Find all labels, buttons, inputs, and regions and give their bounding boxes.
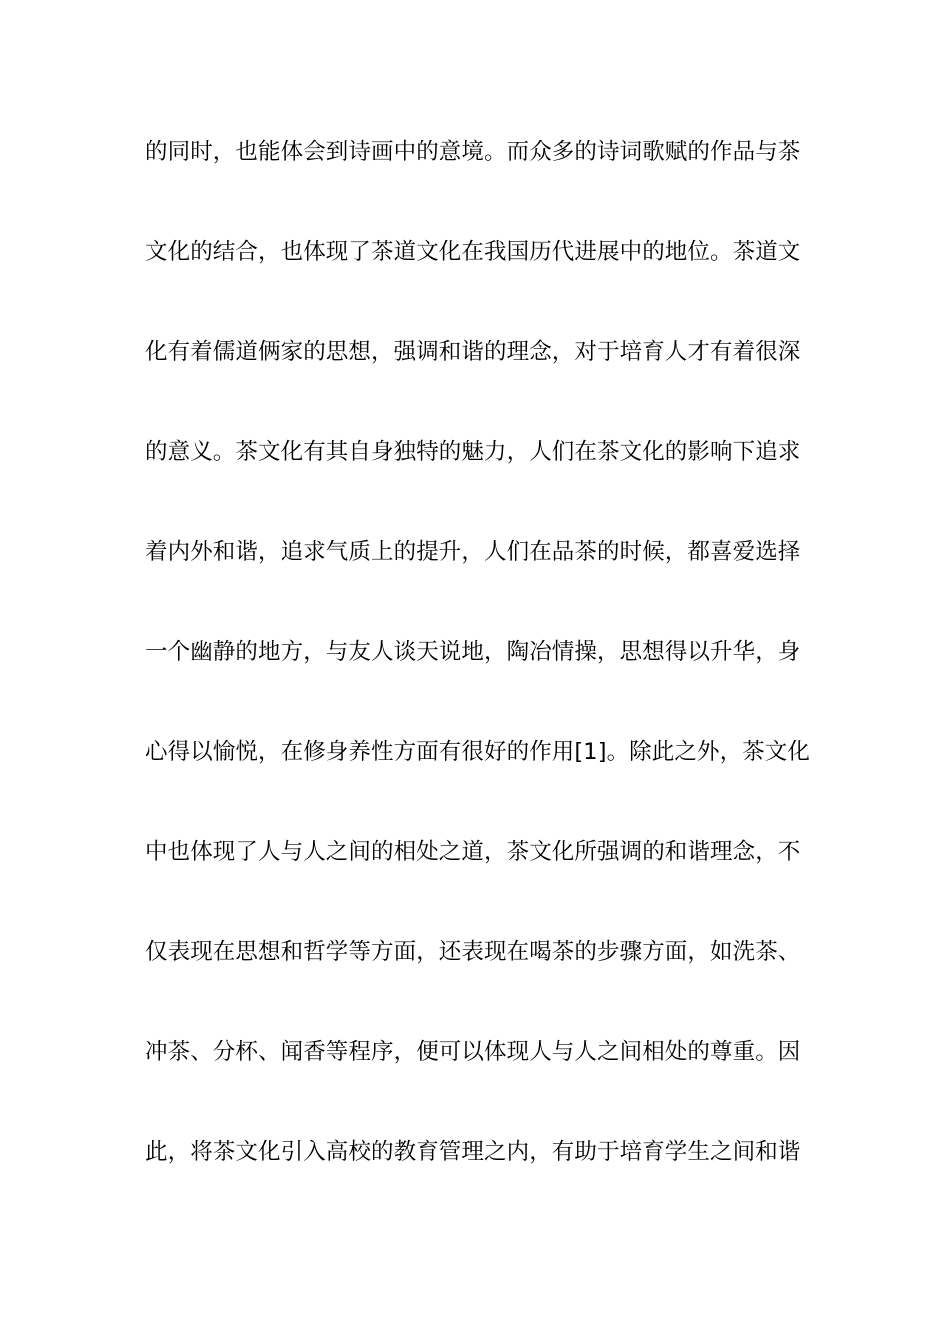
- text-line-6: 一个幽静的地方，与友人谈天说地，陶冶情操，思想得以升华，身: [145, 639, 801, 665]
- text-line-11: 此，将茶文化引入高校的教育管理之内，有助于培育学生之间和谐: [145, 1139, 801, 1165]
- text-line-9: 仅表现在思想和哲学等方面，还表现在喝茶的步骤方面，如洗茶、: [145, 939, 801, 965]
- text-line-2: 文化的结合，也体现了茶道文化在我国历代进展中的地位。茶道文: [145, 239, 801, 265]
- text-line-5: 着内外和谐，追求气质上的提升，人们在品茶的时候，都喜爱选择: [145, 539, 801, 565]
- text-line-8: 中也体现了人与人之间的相处之道，茶文化所强调的和谐理念，不: [145, 839, 801, 865]
- text-line-1: 的同时，也能体会到诗画中的意境。而众多的诗词歌赋的作品与茶: [145, 139, 801, 165]
- text-line-4: 的意义。茶文化有其自身独特的魅力，人们在茶文化的影响下追求: [145, 439, 801, 465]
- text-line-3: 化有着儒道俩家的思想，强调和谐的理念，对于培育人才有着很深: [145, 339, 801, 365]
- text-line-7: 心得以愉悦，在修身养性方面有很好的作用[1]。除此之外，茶文化: [145, 739, 810, 765]
- text-line-10: 冲茶、分杯、闻香等程序，便可以体现人与人之间相处的尊重。因: [145, 1039, 801, 1065]
